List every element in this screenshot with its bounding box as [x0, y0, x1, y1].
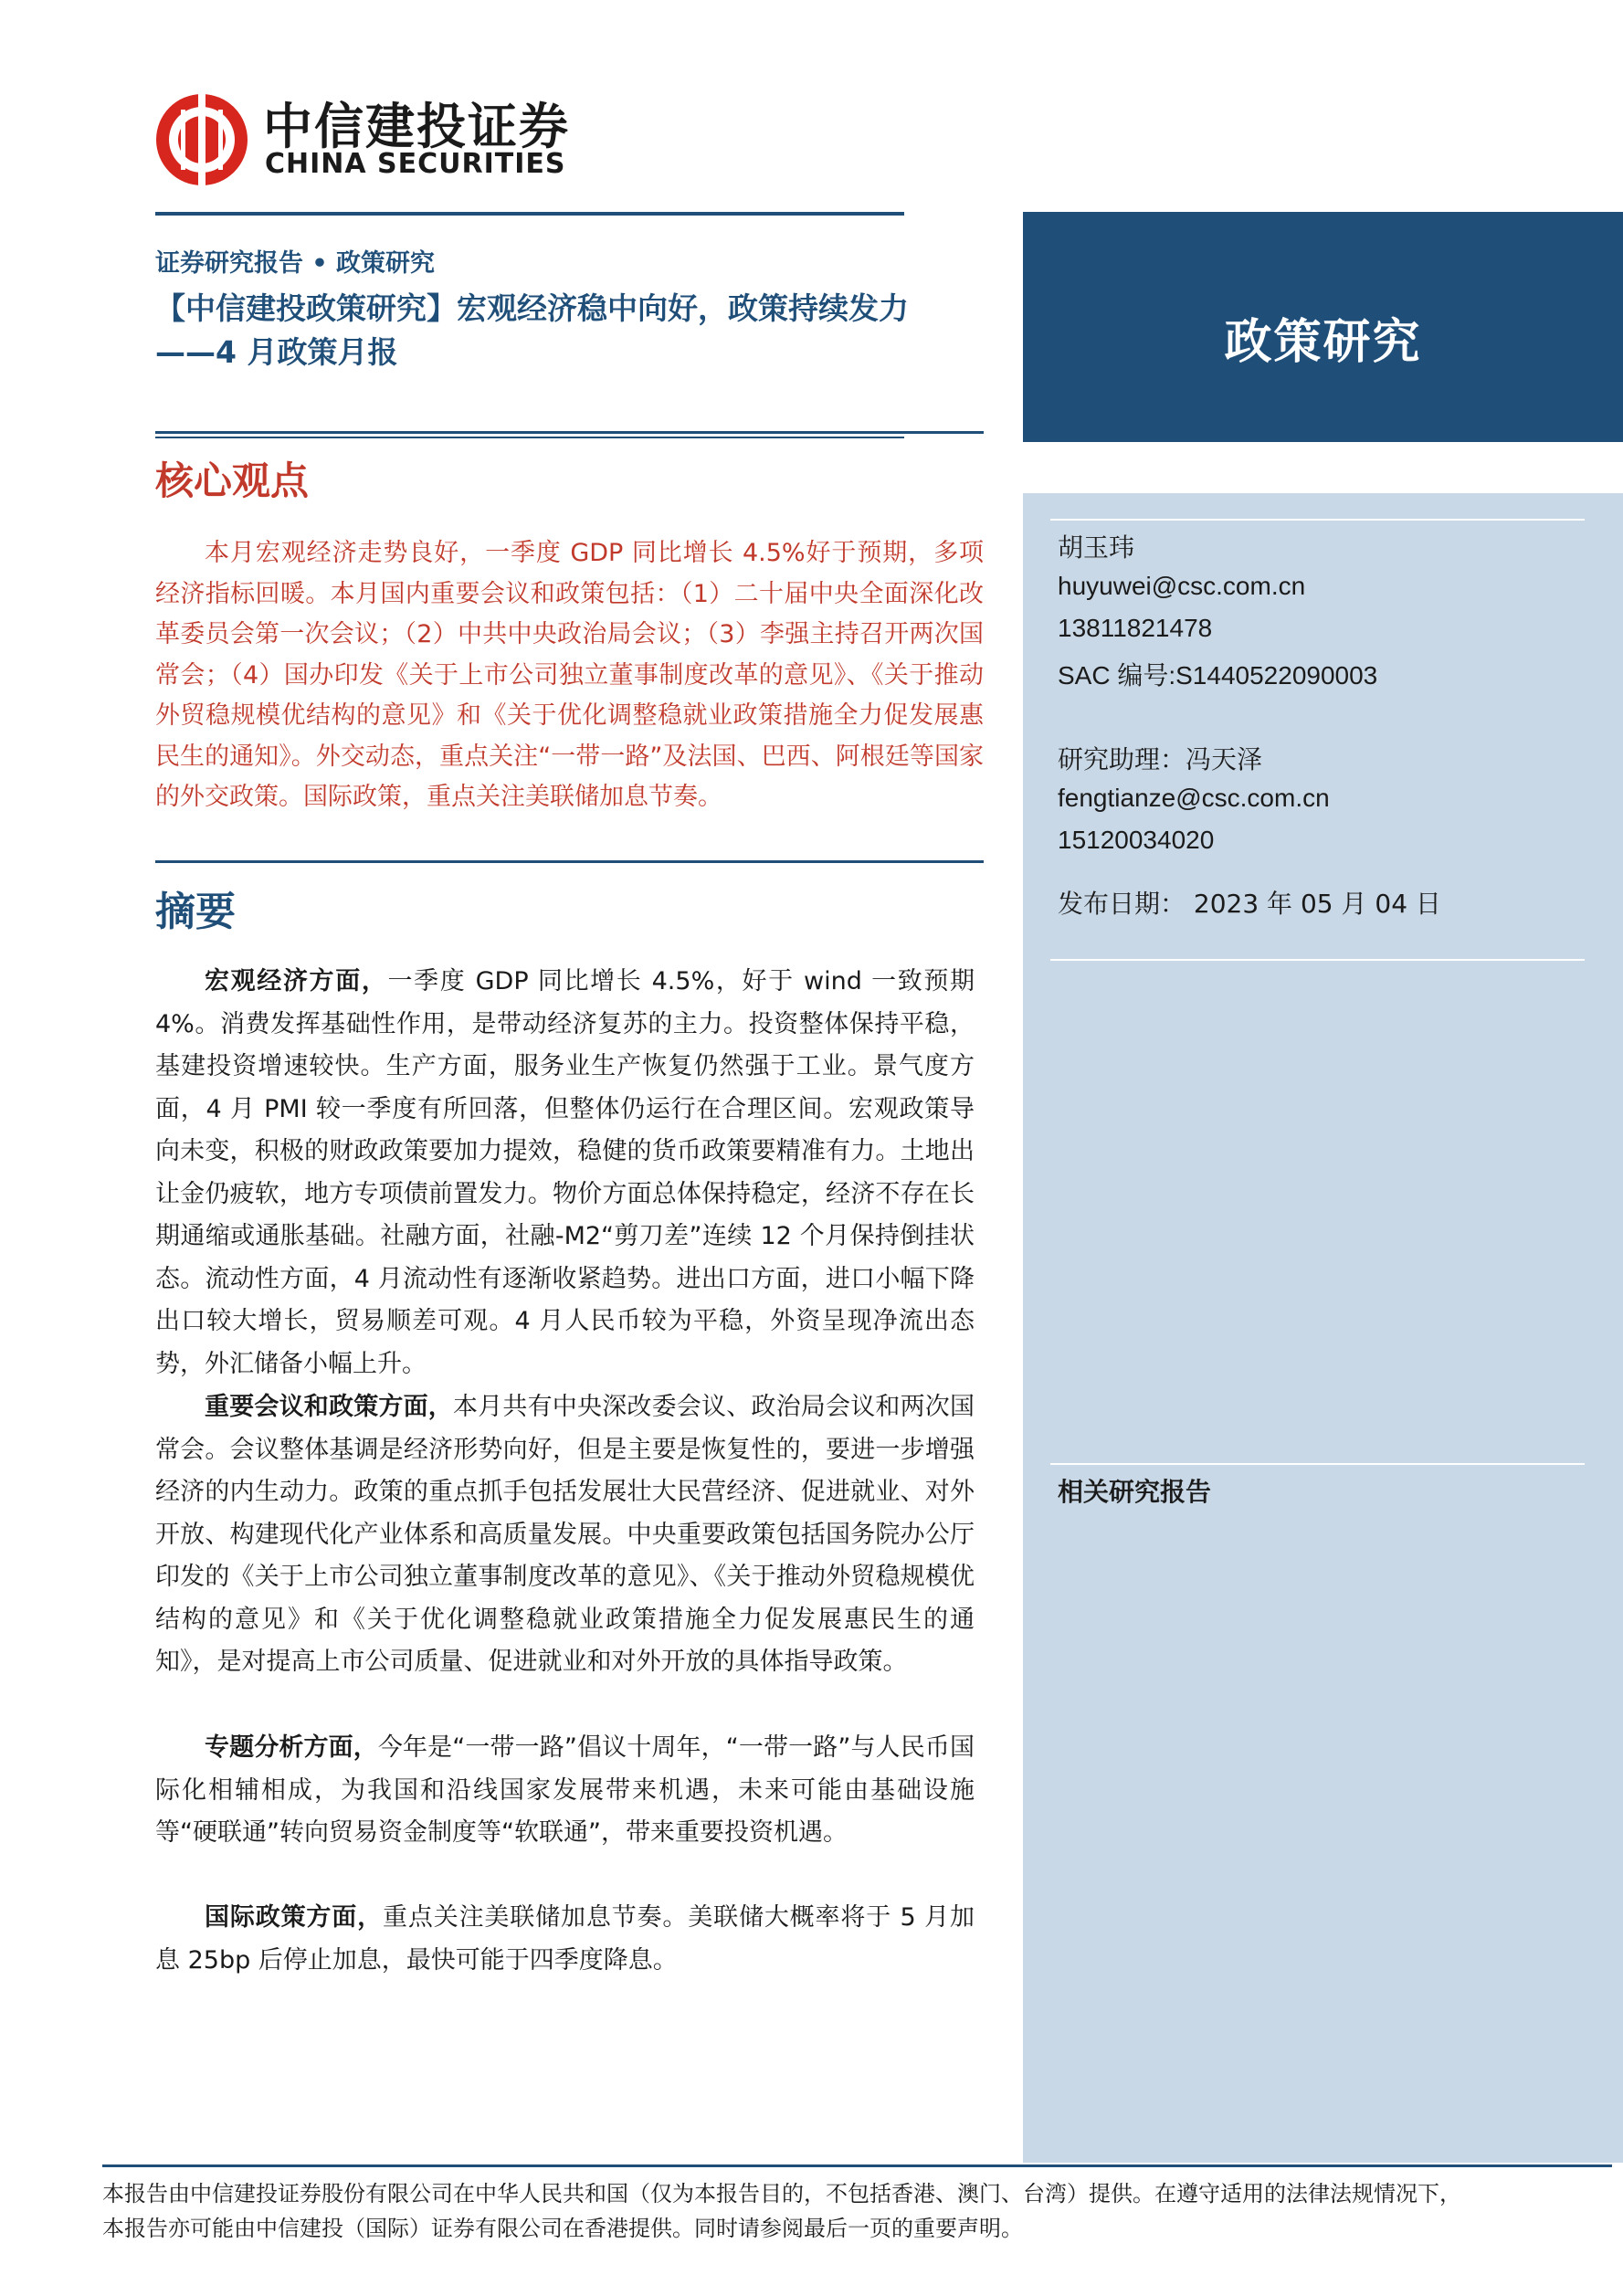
summary-text-special: 今年是“一带一路”倡议十周年，“一带一路”与人民币国际化相辅相成，为我国和沿线国家发展带来机遇，未来可能由基础设施等“硬联通”转向贸易资金制度等“软联通”，带来重要投资机遇。: [155, 1733, 975, 1847]
assistant-phone: 15120034020: [1058, 826, 1215, 854]
summary-lead-international: 国际政策方面，: [205, 1903, 383, 1932]
publish-date: 发布日期： 2023 年 05 月 04 日: [1058, 889, 1441, 919]
title-bottom-rule: [155, 431, 984, 434]
summary-lead-special: 专题分析方面，: [205, 1733, 378, 1762]
logo-emblem-icon: [153, 91, 250, 188]
report-title-line2: ——4 月政策月报: [155, 334, 398, 370]
footer-rule: [102, 2164, 1612, 2167]
core-viewpoint-heading: 核心观点: [155, 458, 310, 503]
core-viewpoint-text: 本月宏观经济走势良好，一季度 GDP 同比增长 4.5%好于预期，多项经济指标回暖。本月国内重要会议和政策包括：（1）二十届中央全面深化改革委员会第一次会议；（2）中共中央政治局会议；（3）李强主持召开两次国常会；（4）国办印发《关于上市公司独立董事制度改革的意见》、《关于推动外贸稳规模优结构的意见》和《关于优化调整稳就业政策措施全力促发展惠民生的通知》。外交动态，重点关注“一带一路”及法国、巴西、阿根廷等国家的外交政策。国际政策，重点关注美联储加息节奏。: [155, 539, 984, 811]
analyst-email: huyuwei@csc.com.cn: [1058, 572, 1306, 600]
summary-lead-meetings: 重要会议和政策方面，: [205, 1393, 453, 1421]
analyst-phone: 13811821478: [1058, 614, 1213, 642]
core-bottom-rule: [155, 860, 984, 863]
summary-text-international: 重点关注美联储加息节奏。美联储大概率将于 5 月加息 25bp 后停止加息，最快可能于四季度降息。: [155, 1903, 975, 1975]
report-series: 证券研究报告 • 政策研究: [155, 249, 436, 278]
summary-lead-macro: 宏观经济方面，: [205, 967, 388, 995]
report-title-line1: 【中信建投政策研究】宏观经济稳中向好，政策持续发力: [155, 290, 909, 326]
summary-heading: 摘要: [155, 889, 236, 935]
analyst-sac-number: SAC 编号:S1440522090003: [1058, 661, 1378, 690]
section-banner-label: 政策研究: [1224, 315, 1422, 370]
sidebar-rule-top: [1050, 519, 1585, 521]
sidebar-rule-related: [1050, 1463, 1585, 1465]
summary-paragraph-macro: [155, 961, 975, 1385]
related-reports-heading: 相关研究报告: [1058, 1477, 1212, 1507]
summary-paragraph-special: [155, 1727, 975, 1855]
research-assistant: 研究助理：冯天泽: [1058, 744, 1263, 774]
summary-paragraph-international: [155, 1897, 975, 1982]
header-top-rule: [155, 212, 904, 216]
sidebar-rule-mid: [1050, 959, 1585, 961]
footer-disclaimer-line2: 本报告亦可能由中信建投（国际）证券有限公司在香港提供。同时请参阅最后一页的重要声明。: [102, 2216, 1023, 2241]
analyst-name: 胡玉玮: [1058, 532, 1135, 563]
section-banner: [1023, 212, 1623, 442]
summary-text-macro: 一季度 GDP 同比增长 4.5%，好于 wind 一致预期 4%。消费发挥基础性作用，是带动经济复苏的主力。投资整体保持平稳，基建投资增速较快。生产方面，服务业生产恢复仍然强于工业。景气度方面，4 月 PMI 较一季度有所回落，但整体仍运行在合理区间。宏观政策导向未变，积极的财政政策要加力提效，稳健的货币政策要精准有力。土地出让金仍疲软，地方专项债前置发力。物价方面总体保持稳定，经济不存在长期通缩或通胀基础。社融方面，社融-M2“剪刀差”连续 12 个月保持倒挂状态。流动性方面，4 月流动性有逐渐收紧趋势。进出口方面，进口小幅下降出口较大增长，贸易顺差可观。4 月人民币较为平稳，外资呈现净流出态势，外汇储备小幅上升。: [155, 967, 975, 1378]
summary-text-meetings: 本月共有中央深改委会议、政治局会议和两次国常会。会议整体基调是经济形势向好，但是主要是恢复性的，要进一步增强经济的内生动力。政策的重点抓手包括发展壮大民营经济、促进就业、对外开放、构建现代化产业体系和高质量发展。中央重要政策包括国务院办公厅印发的《关于上市公司独立董事制度改革的意见》、《关于推动外贸稳规模优结构的意见》和《关于优化调整稳就业政策措施全力促发展惠民生的通知》，是对提高上市公司质量、促进就业和对外开放的具体指导政策。: [155, 1393, 975, 1676]
footer-disclaimer-line1: 本报告由中信建投证券股份有限公司在中华人民共和国（仅为本报告目的，不包括香港、澳门、台湾）提供。在遵守适用的法律法规情况下，: [102, 2181, 1461, 2206]
title-bottom-rule-2: [155, 437, 904, 438]
logo-text-en: CHINA SECURITIES: [265, 148, 566, 180]
summary-paragraph-meetings: [155, 1386, 975, 1684]
assistant-email: fengtianze@csc.com.cn: [1058, 784, 1330, 812]
logo-text-cn: 中信建投证券: [263, 98, 570, 155]
company-logo: [153, 88, 574, 197]
